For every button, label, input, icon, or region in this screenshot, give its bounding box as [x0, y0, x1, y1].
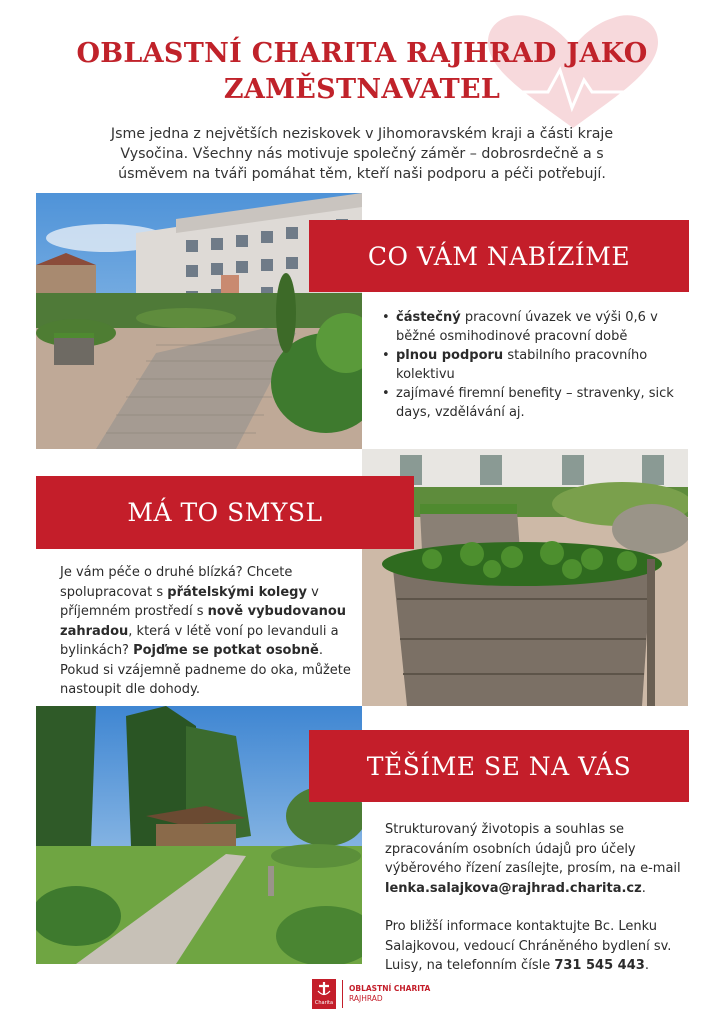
contact-paragraph: Pro bližší informace kontaktujte Bc. Lenku Salajkovou, vedoucí Chráněného bydlení sv. Luisy, na telefonním čísle 731 545 443.	[385, 919, 672, 973]
intro-line-2: Vysočina. Všechny nás motivuje společný záměr – dobrosrdečně a s	[120, 146, 604, 162]
list-item: • plnou podporu stabilního pracovního kolektivu	[382, 346, 682, 384]
benefits-list	[382, 308, 682, 422]
application-paragraph: Strukturovaný životopis a souhlas se zpracováním osobních údajů pro účely výběrového řízení zasílejte, prosím, na e-mail lenka.salajkova@rajhrad.charita.cz.	[385, 822, 681, 896]
list-item: • zajímavé firemní benefity – stravenky, sick days, vzdělávání aj.	[382, 384, 682, 422]
phone-number: 731 545 443	[554, 958, 645, 973]
email-address: lenka.salajkova@rajhrad.charita.cz	[385, 880, 642, 896]
logo-divider	[342, 980, 343, 1008]
charita-logo	[312, 977, 442, 1011]
logo-text: OBLASTNÍ CHARITA RAJHRAD	[349, 984, 431, 1003]
offer-heading: CO VÁM NABÍZÍME	[309, 220, 689, 292]
intro-line-1: Jsme jedna z největších neziskovek v Jihomoravském kraji a části kraje	[110, 126, 614, 142]
intro-line-3: úsměvem na tváři pomáhat těm, kteří naši podporu a péči potřebují.	[118, 166, 606, 182]
charita-cross-icon	[312, 979, 336, 1009]
meaning-heading: MÁ TO SMYSL	[36, 476, 414, 549]
contact-text	[385, 820, 685, 995]
list-item: • částečný pracovní úvazek ve výši 0,6 v běžné osmihodinové pracovní době	[382, 308, 682, 346]
contact-heading: TĚŠÍME SE NA VÁS	[309, 730, 689, 802]
intro-text	[70, 124, 654, 184]
title-line-2: ZAMĚSTNAVATEL	[223, 74, 501, 105]
page-title	[40, 36, 684, 108]
title-line-1: OBLASTNÍ CHARITA RAJHRAD JAKO	[76, 38, 648, 69]
logo-mark-label: Charita	[314, 1000, 334, 1006]
meaning-text: Je vám péče o druhé blízká? Chcete spolupracovat s přátelskými kolegy v příjemném prostředí s nově vybudovanou zahradou, která v létě voní po levanduli a bylinkách? Pojďme se potkat osobně. Pokud si vzájemně padneme do oka, můžete nastoupit dle dohody.	[60, 565, 351, 697]
